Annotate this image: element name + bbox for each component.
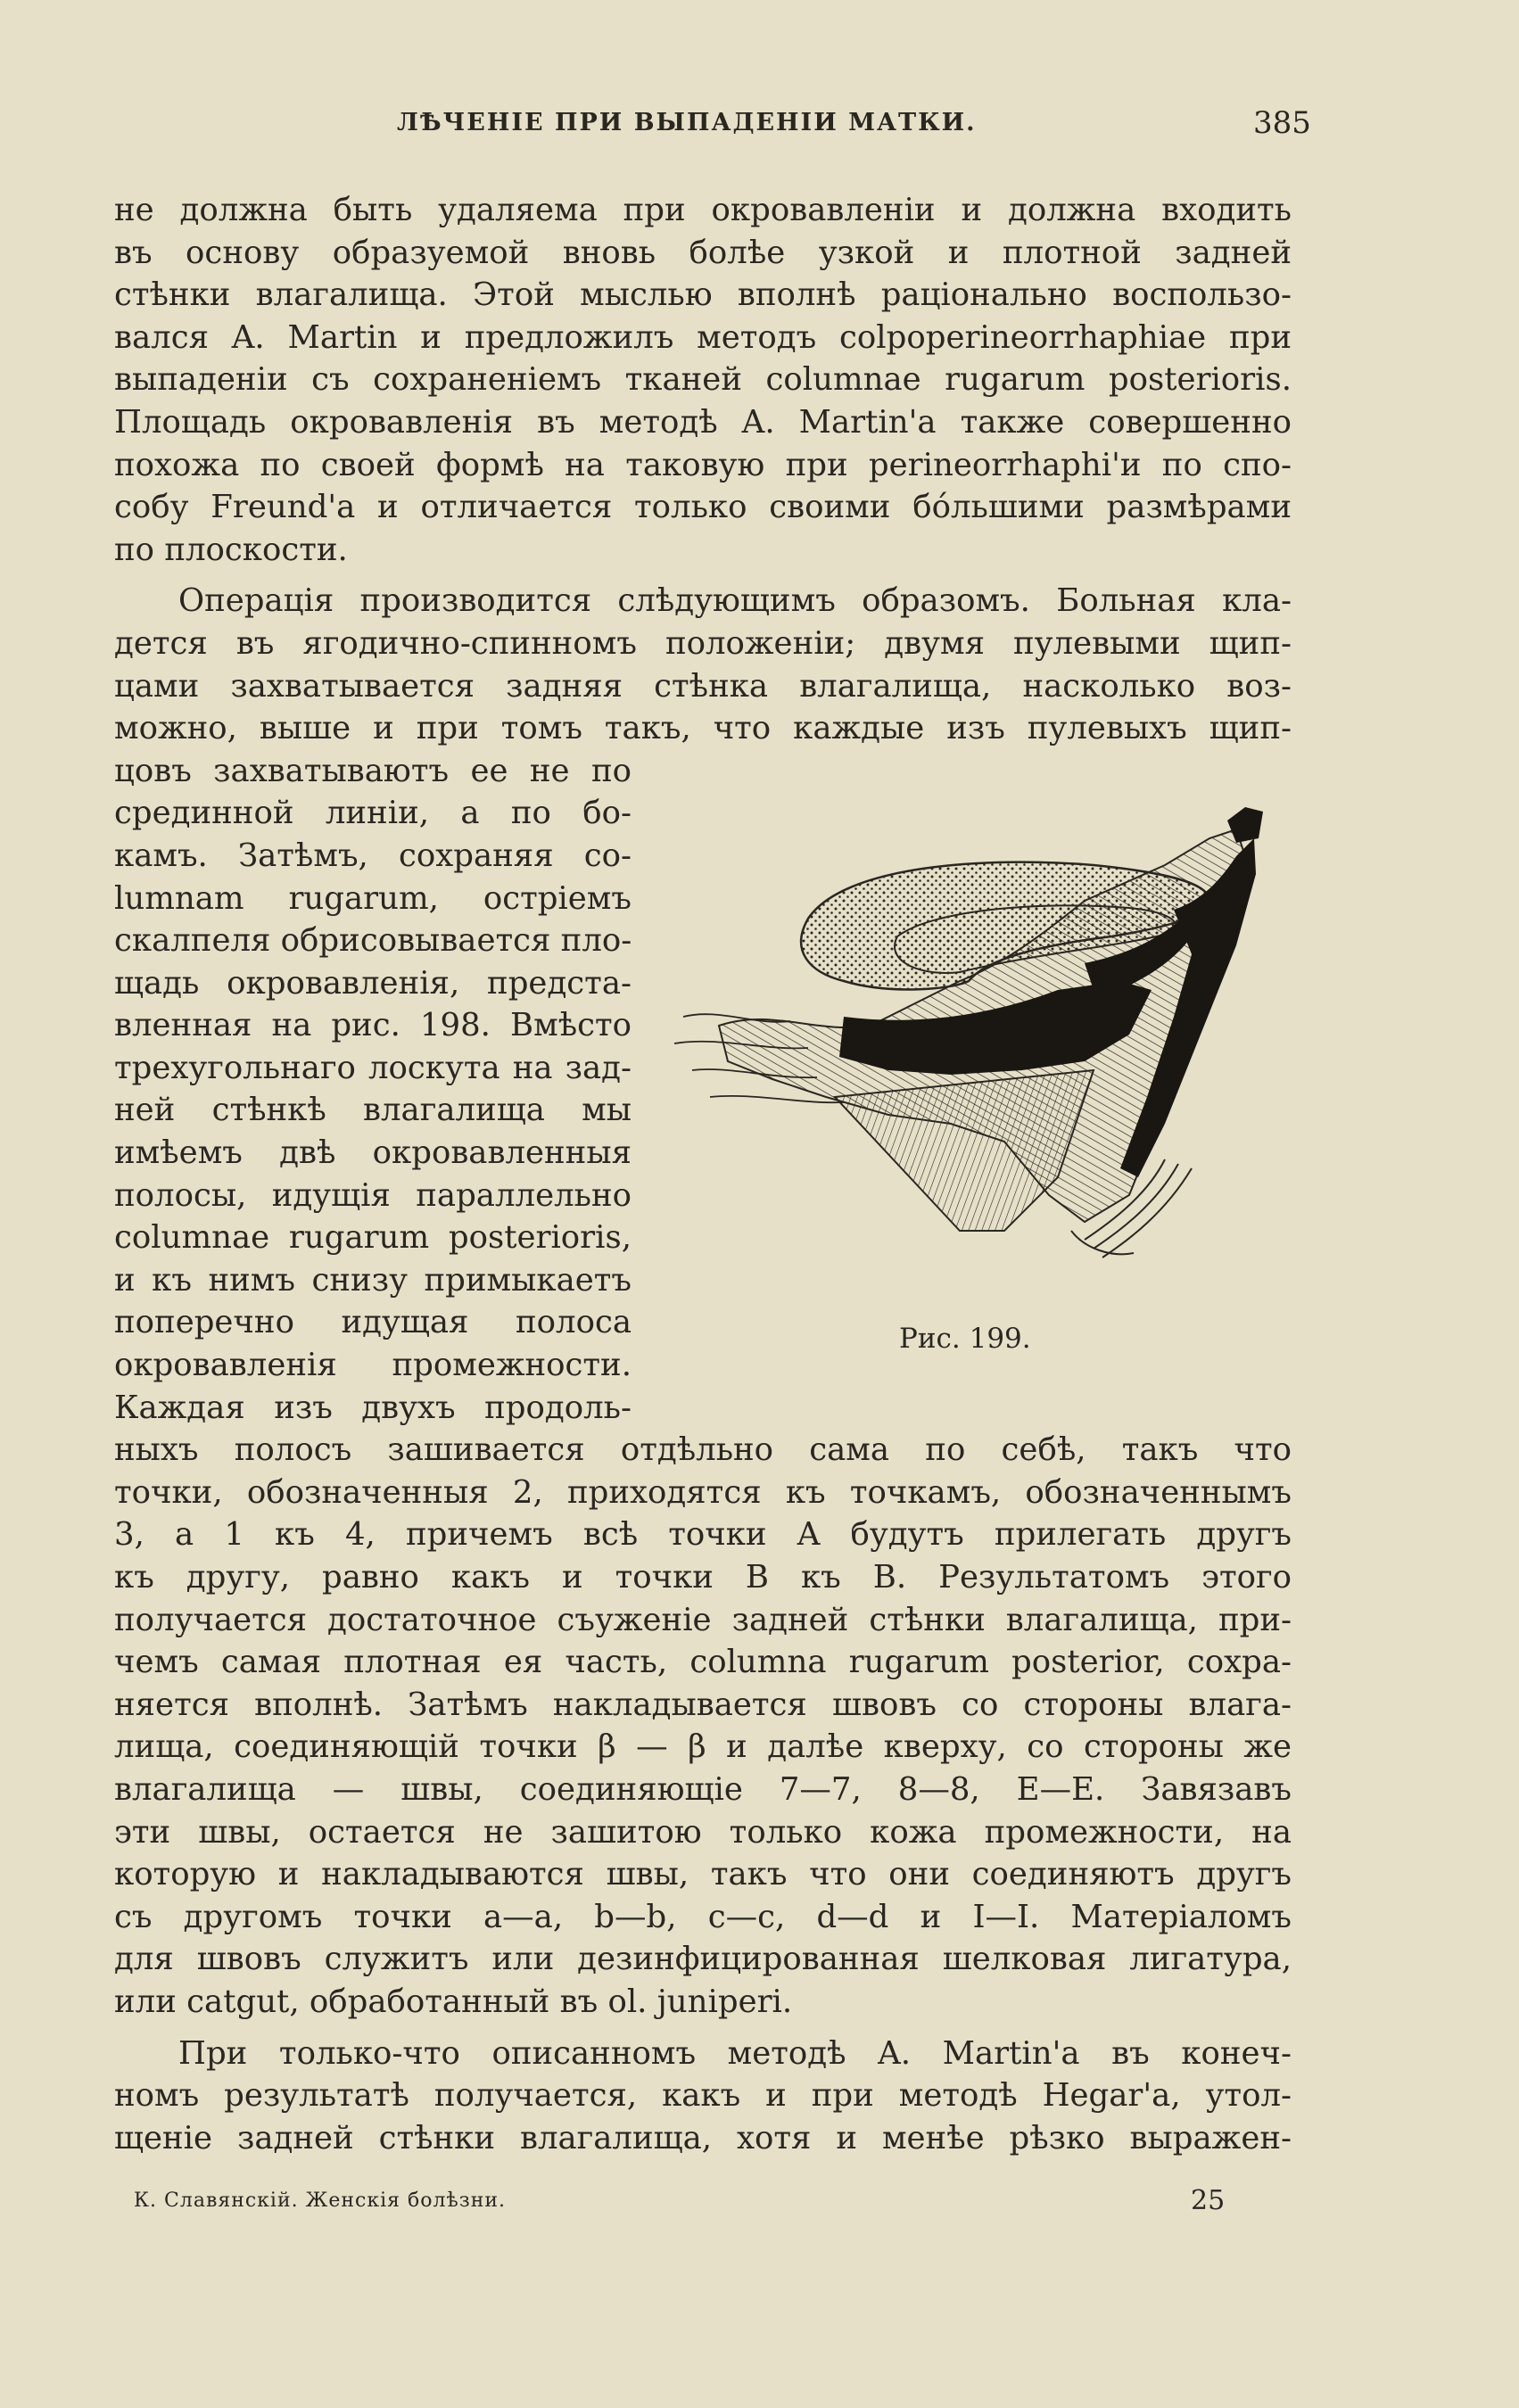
paragraph-1 bbox=[114, 189, 1292, 571]
text-line: въ основу образуемой вновь болѣе узкой и плотной задней bbox=[114, 234, 1292, 271]
text-line: щадь окровавленія, предста- bbox=[114, 964, 632, 1002]
text-line: дется въ ягодично-спинномъ положеніи; двумя пулевыми щип- bbox=[114, 624, 1292, 662]
text-line: Операція производится слѣдующимъ образомъ. Больная кла- bbox=[178, 582, 1292, 620]
text-line: няется вполнѣ. Затѣмъ накладывается швовъ со стороны влага- bbox=[114, 1686, 1292, 1723]
footer-signature: К. Славянскій. Женскія болѣзни. bbox=[134, 2189, 507, 2212]
text-line: можно, выше и при томъ такъ, что каждые изъ пулевыхъ щип- bbox=[114, 710, 1292, 747]
text-line: поперечно идущая полоса bbox=[114, 1304, 632, 1341]
text-line: вался A. Martin и предложилъ методъ colpoperineorrhaphiae при bbox=[114, 318, 1292, 356]
text-line: для швовъ служитъ или дезинфицированная шелковая лигатура, bbox=[114, 1941, 1292, 1978]
text-line: и къ нимъ снизу примыкаетъ bbox=[114, 1261, 632, 1299]
text-line: эти швы, остается не зашитою только кожа промежности, на bbox=[114, 1813, 1292, 1851]
text-line: къ другу, равно какъ и точки B къ B. Результатомъ этого bbox=[114, 1559, 1292, 1596]
text-line: скалпеля обрисовывается пло- bbox=[114, 922, 632, 960]
figure-illustration bbox=[665, 803, 1290, 1284]
text-line: чемъ самая плотная ея часть, columna rugarum posterior, сохра- bbox=[114, 1644, 1292, 1681]
text-line: трехугольнаго лоскута на зад- bbox=[114, 1049, 632, 1086]
text-line: точки, обозначенныя 2, приходятся къ точкамъ, обозначеннымъ bbox=[114, 1473, 1292, 1511]
text-line: выпаденіи съ сохраненіемъ тканей columnae rugarum posterioris. bbox=[114, 361, 1292, 399]
text-line: Каждая изъ двухъ продоль- bbox=[114, 1389, 632, 1426]
text-line: срединной линіи, а по бо- bbox=[114, 795, 632, 832]
text-line: цовъ захватываютъ ее не по bbox=[114, 752, 632, 789]
text-line: получается достаточное съуженіе задней стѣнки влагалища, при- bbox=[114, 1601, 1292, 1638]
page-number: 385 bbox=[1253, 105, 1311, 141]
text-line: ней стѣнкѣ влагалища мы bbox=[114, 1092, 632, 1129]
text-line: columnae rugarum posterioris, bbox=[114, 1219, 632, 1257]
running-title: ЛѢЧЕНІЕ ПРИ ВЫПАДЕНІИ МАТКИ. bbox=[397, 109, 977, 136]
text-line: Площадь окровавленія въ методѣ A. Martin'а также совершенно bbox=[114, 403, 1292, 441]
paragraph-2 bbox=[114, 580, 1292, 2023]
text-line: съ другомъ точки a—a, b—b, c—c, d—d и I—I. Матеріаломъ bbox=[114, 1898, 1292, 1935]
text-line: стѣнки влагалища. Этой мыслью вполнѣ раціонально воспользо- bbox=[114, 276, 1292, 314]
text-line: цами захватывается задняя стѣнка влагалища, насколько воз- bbox=[114, 667, 1292, 705]
text-line: имѣемъ двѣ окровавленныя bbox=[114, 1134, 632, 1172]
text-line: лища, соединяющій точки β — β и далѣе кверху, со стороны же bbox=[114, 1728, 1292, 1766]
paragraph-gap bbox=[114, 2024, 1292, 2033]
text-line: номъ результатѣ получается, какъ и при методѣ Hegar'а, утол- bbox=[114, 2077, 1292, 2115]
text-line: камъ. Затѣмъ, сохраняя co- bbox=[114, 837, 632, 874]
text-line: полосы, идущія параллельно bbox=[114, 1176, 632, 1214]
text-line: вленная на рис. 198. Вмѣсто bbox=[114, 1007, 632, 1044]
figure-caption: Рис. 199. bbox=[899, 1323, 1031, 1355]
paragraph-gap bbox=[114, 571, 1292, 580]
text-line: похожа по своей формѣ на таковую при perineorrhaphi'и по спо- bbox=[114, 446, 1292, 483]
text-line: влагалища — швы, соединяющіе 7—7, 8—8, E—E. Завязавъ bbox=[114, 1770, 1292, 1808]
text-line: lumnam rugarum, остріемъ bbox=[114, 879, 632, 917]
text-line: которую и накладываются швы, такъ что они соединяютъ другъ bbox=[114, 1856, 1292, 1893]
text-line: не должна быть удаляема при окровавленіи и должна входить bbox=[114, 192, 1292, 228]
paragraph-3 bbox=[114, 2033, 1292, 2160]
text-line: по плоскости. bbox=[114, 531, 348, 568]
signature-number: 25 bbox=[1191, 2185, 1226, 2216]
text-line: окровавленія промежности. bbox=[114, 1347, 632, 1384]
text-line: щеніе задней стѣнки влагалища, хотя и менѣе рѣзко выражен- bbox=[114, 2119, 1292, 2156]
anatomical-figure bbox=[665, 803, 1290, 1284]
text-line: 3, а 1 къ 4, причемъ всѣ точки A будутъ прилегать другъ bbox=[114, 1516, 1292, 1554]
text-line: ныхъ полосъ зашивается отдѣльно сама по себѣ, такъ что bbox=[114, 1431, 1292, 1469]
text-line: При только-что описанномъ методѣ A. Martin'а въ конеч- bbox=[178, 2034, 1292, 2072]
text-line: или catgut, обработанный въ ol. juniperi. bbox=[114, 1983, 793, 2020]
text-line: собу Freund'а и отличается только своими бо́льшими размѣрами bbox=[114, 489, 1292, 526]
